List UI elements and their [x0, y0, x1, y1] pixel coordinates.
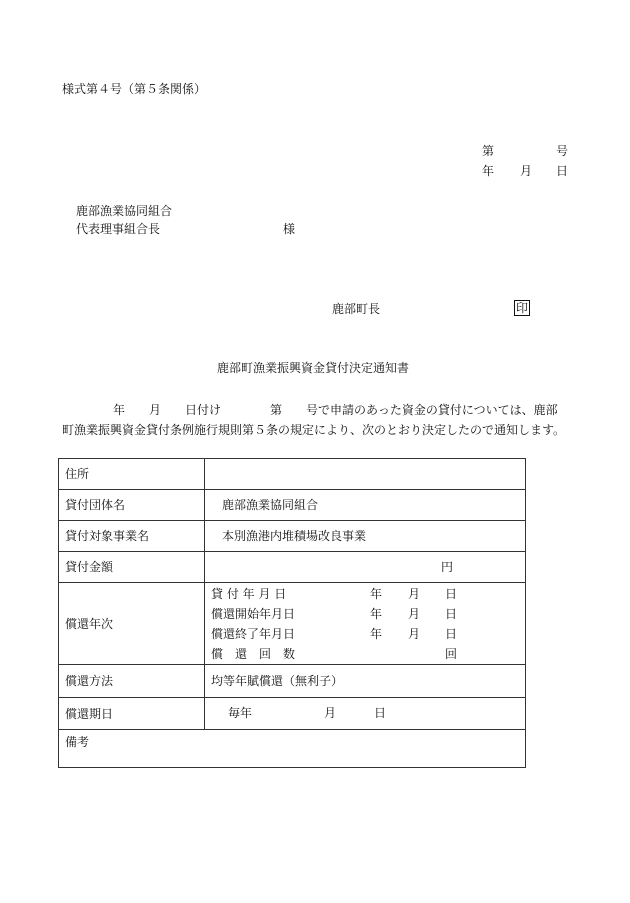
date-month-label: 月	[520, 164, 533, 178]
repay-subrow-end	[205, 624, 525, 644]
addressee-org: 鹿部漁業協同組合	[76, 204, 173, 218]
repay-subrow-count	[205, 644, 525, 664]
label-period: 償還期日	[59, 698, 205, 730]
body-date-suffix: 日付け	[185, 403, 222, 417]
period-day: 日	[374, 706, 387, 720]
value-method: 均等年賦償還（無利子）	[205, 665, 526, 698]
date-day-label: 日	[556, 164, 569, 178]
loan-date-label: 貸 付 年 月 日	[211, 586, 287, 601]
repay-count-unit: 回	[445, 646, 458, 661]
repay-subrow-loan-date	[205, 584, 525, 604]
sender-title: 鹿部町長	[332, 302, 381, 316]
ref-dai: 第	[482, 144, 495, 158]
row-repay-years	[59, 583, 526, 665]
period-block	[205, 698, 526, 730]
row-org	[59, 490, 526, 521]
row-address	[59, 459, 526, 490]
addressee-honorific: 様	[283, 222, 296, 236]
remarks-cell	[59, 730, 526, 768]
loan-date-month: 月	[408, 586, 421, 601]
row-remarks	[59, 730, 526, 768]
value-address	[205, 459, 526, 490]
row-method	[59, 665, 526, 698]
body-year: 年	[113, 403, 126, 417]
repay-start-day: 日	[445, 606, 458, 621]
label-remarks: 備考	[65, 735, 90, 749]
repay-subrow-start	[205, 604, 525, 624]
label-org: 貸付団体名	[59, 490, 205, 521]
date-year-label: 年	[482, 164, 495, 178]
loan-date-day: 日	[445, 586, 458, 601]
repay-end-month: 月	[408, 626, 421, 641]
label-amount: 貸付金額	[59, 552, 205, 583]
ref-go: 号	[556, 144, 569, 158]
repay-start-year: 年	[370, 606, 383, 621]
repay-start-label: 償還開始年月日	[211, 606, 296, 621]
row-project	[59, 521, 526, 552]
document-title: 鹿部町漁業振興資金貸付決定通知書	[217, 361, 410, 375]
period-subrow	[205, 698, 525, 729]
loan-decision-table	[58, 458, 526, 768]
loan-date-year: 年	[370, 586, 383, 601]
seal-mark: 印	[516, 301, 529, 315]
body-line2: 町漁業振興資金貸付条例施行規則第５条の規定により、次のとおり決定したので通知します。	[62, 423, 566, 437]
addressee-title: 代表理事組合長	[76, 222, 161, 236]
repay-years-block	[205, 583, 526, 665]
repay-end-day: 日	[445, 626, 458, 641]
label-repay-years: 償還年次	[59, 583, 205, 665]
repay-start-month: 月	[408, 606, 421, 621]
label-project: 貸付対象事業名	[59, 521, 205, 552]
value-project: 本別漁港内堆積場改良事業	[205, 521, 526, 552]
value-org: 鹿部漁業協同組合	[205, 490, 526, 521]
body-line1-rest: 号で申請のあった資金の貸付については、鹿部	[306, 403, 558, 417]
row-amount	[59, 552, 526, 583]
repay-end-year: 年	[370, 626, 383, 641]
label-address: 住所	[59, 459, 205, 490]
period-month: 月	[324, 706, 337, 720]
body-dai: 第	[270, 403, 283, 417]
period-every-year: 毎年	[228, 706, 253, 720]
repay-count-label: 償 還 回 数	[211, 646, 296, 661]
repay-end-label: 償還終了年月日	[211, 626, 296, 641]
body-month: 月	[149, 403, 162, 417]
value-amount-unit: 円	[205, 552, 526, 583]
label-method: 償還方法	[59, 665, 205, 698]
row-period	[59, 698, 526, 730]
form-number: 様式第４号（第５条関係）	[62, 82, 207, 96]
